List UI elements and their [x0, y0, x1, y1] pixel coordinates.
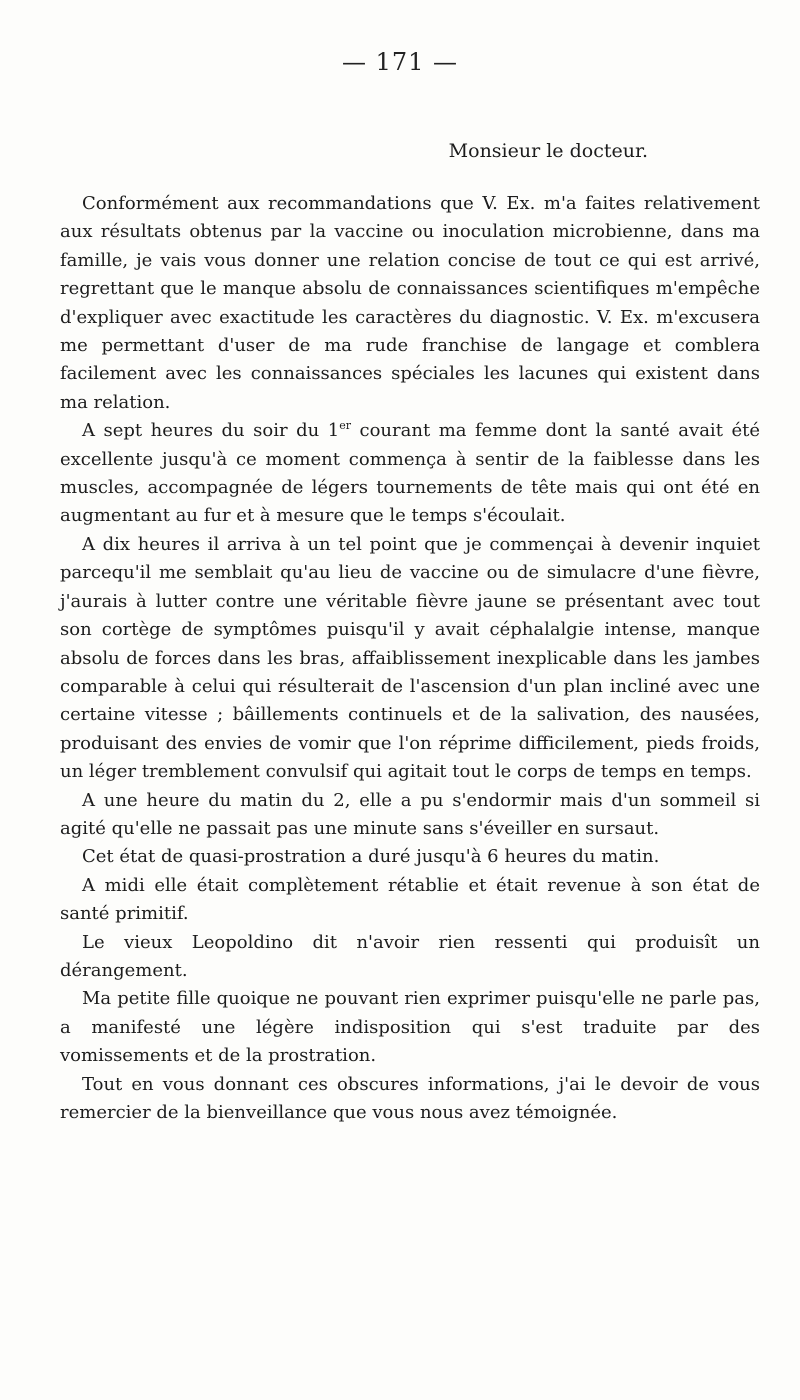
paragraph-leopoldino: Le vieux Leopoldino dit n'avoir rien ressenti qui produisît un dérangement. [60, 931, 760, 981]
paragraph-one-am: A une heure du matin du 2, elle a pu s'endormir mais d'un sommeil si agité qu'elle ne passait pas une minute sans s'éveiller en sursaut. [60, 789, 760, 839]
paragraph-little-girl: Ma petite fille quoique ne pouvant rien exprimer puisqu'elle ne parle pas, a manifesté une légère indisposition qui s'est traduite par des vomissements et de la prostration. [60, 988, 760, 1067]
letter-salutation: Monsieur le docteur. [448, 140, 648, 162]
paragraph-seven-hours-start: A sept heures du soir du 1 [82, 420, 340, 442]
paragraph-ten-hours: A dix heures il arriva à un tel point que je commençai à devenir inquiet parcequ'il me semblait qu'au lieu de vaccine ou de simulacre d'une fièvre, j'aurais à lutter contre une véritable fièvre jaune se présentant avec tout son cortège de symptômes puisqu'il y avait céphalalgie intense, manque absolu de forces dans les bras, affaiblissement inexplicable dans les jambes comparable à celui qui résulterait de l'ascension d'un plan incliné avec une certaine vitesse ; bâillements continuels et de la salivation, des nausées, produisant des envies de vomir que l'on réprime difficilement, pieds froids, un léger tremblement convulsif qui agitait tout le corps de temps en temps. [60, 533, 760, 783]
page-number: — 171 — [341, 48, 459, 76]
paragraph-closing: Tout en vous donnant ces obscures informations, j'ai le devoir de vous remercier de la bienveillance que vous nous avez témoignée. [60, 1073, 760, 1123]
paragraph-prostration: Cet état de quasi-prostration a duré jusqu'à 6 heures du matin. [82, 846, 660, 868]
paragraph-recommendations: Conformément aux recommandations que V. Ex. m'a faites relativement aux résultats obtenus par la vaccine ou inoculation microbienne, dans ma famille, je vais vous donner une relation concise de tout ce qui est arrivé, regrettant que le manque absolu de connaissances scientifiques m'empêche d'expliquer avec exactitude les caractères du diagnostic. V. Ex. m'excusera me permettant d'user de ma rude franchise de langage et comblera facilement avec les connaissances spéciales les lacunes qui existent dans ma relation. [60, 193, 760, 413]
letter-body [60, 188, 760, 1127]
paragraph-seven-hours [60, 417, 760, 531]
ordinal-superscript: er [339, 419, 351, 433]
paragraph-seven-hours-end: courant ma femme dont la santé avait été excellente jusqu'à ce moment commença à sentir de la faiblesse dans les muscles, accompagnée de légers tournements de tête mais qui ont été en augmentant au fur et à mesure que le temps s'écoulait. [60, 420, 760, 527]
paragraph-noon: A midi elle était complètement rétablie et était revenue à son état de santé primitif. [60, 874, 760, 925]
